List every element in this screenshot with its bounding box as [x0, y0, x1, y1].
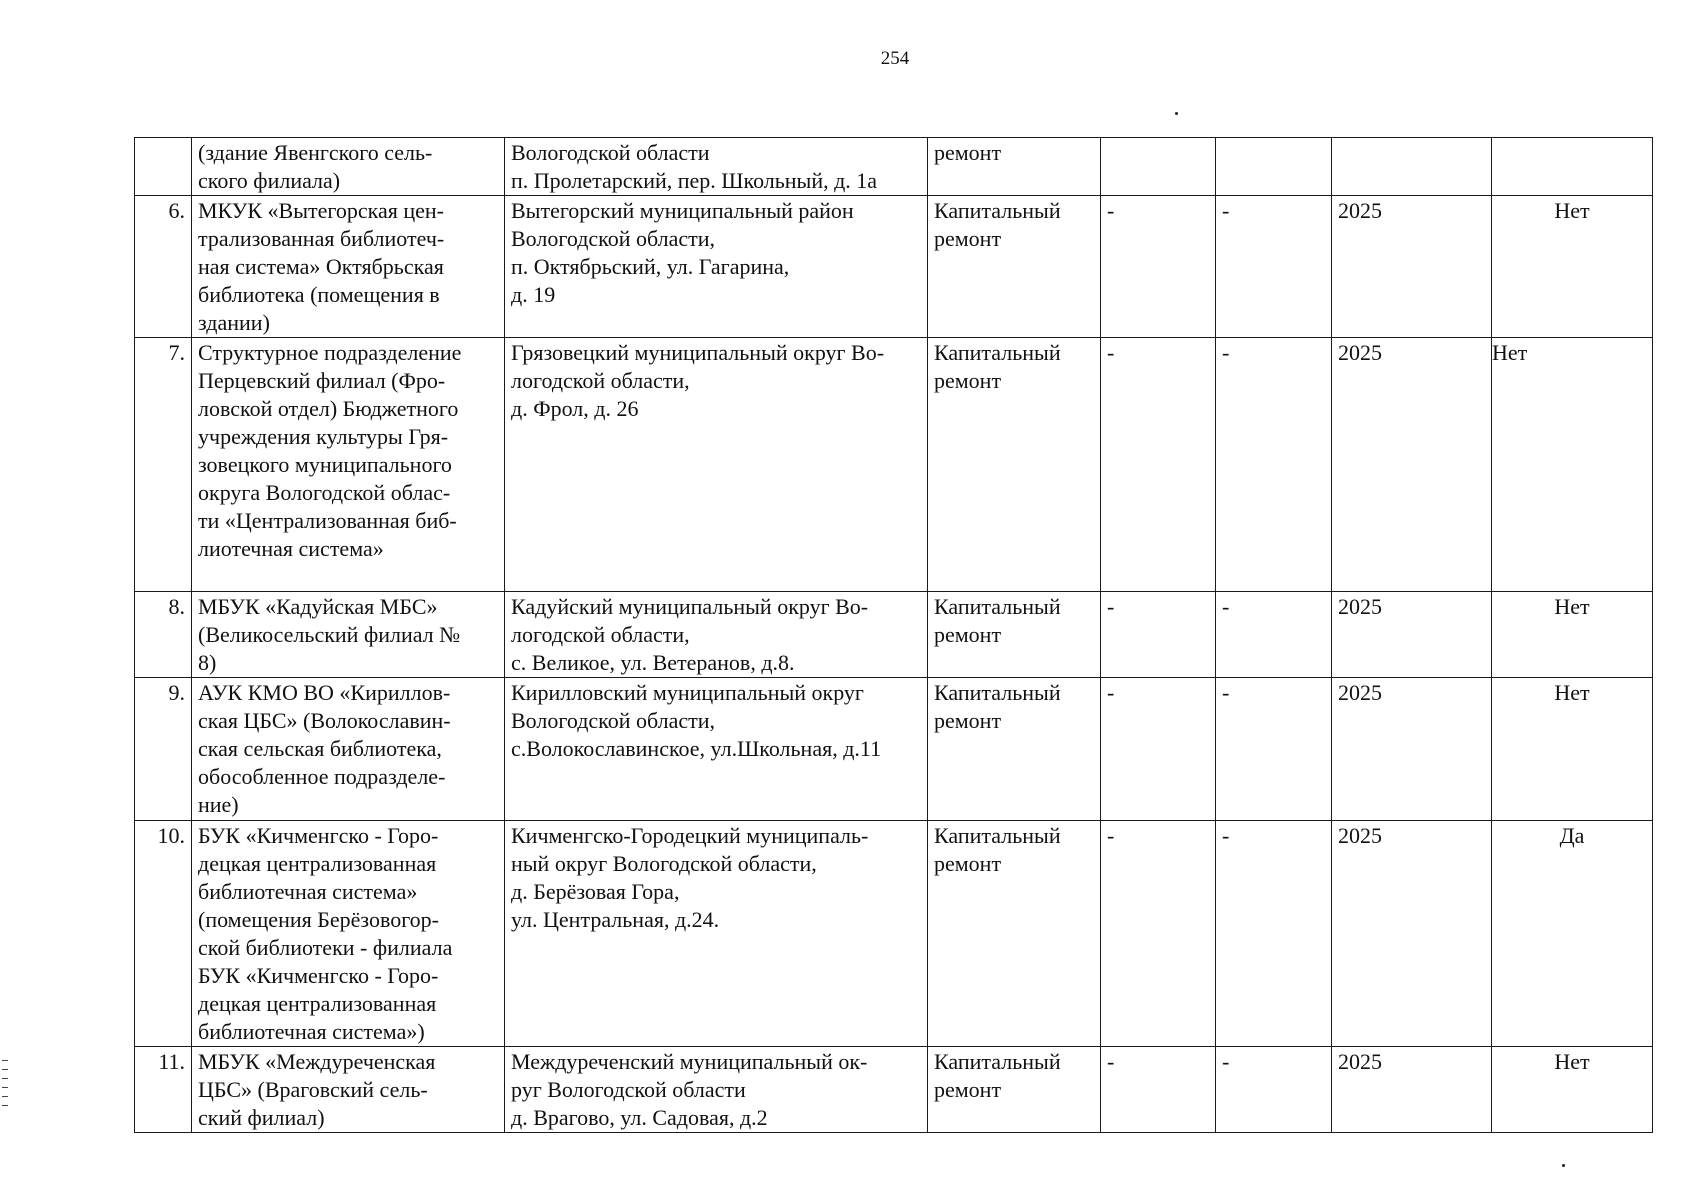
cell-flag: Нет — [1492, 592, 1653, 678]
work-type — [928, 1047, 1101, 1133]
object-name — [192, 1047, 505, 1133]
cell-flag: Нет — [1492, 678, 1653, 821]
work-type — [928, 196, 1101, 338]
objects-table — [134, 137, 1653, 1133]
object-address — [505, 592, 928, 678]
table-row — [135, 138, 1653, 196]
text-line: с.Волокославинское, ул.Школьная, д.11 — [511, 736, 882, 761]
text-line: децкая централизованная — [198, 991, 437, 1016]
text-line: ремонт — [934, 708, 1002, 733]
text-line: Структурное подразделение — [198, 340, 462, 365]
text-line: округа Вологодской облас- — [198, 480, 451, 505]
text-line: Вологодской области, — [511, 226, 716, 251]
text-line: здании) — [198, 310, 270, 335]
object-address — [505, 678, 928, 821]
text-line: зовецкого муниципального — [198, 452, 452, 477]
text-line: Капитальный — [934, 198, 1061, 223]
page-number: 254 — [880, 48, 910, 69]
text-line: ный округ Вологодской области, — [511, 851, 817, 876]
object-address — [505, 138, 928, 196]
cell-flag — [1492, 138, 1653, 196]
cell-col5: - — [1216, 196, 1332, 338]
cell-col5: - — [1216, 821, 1332, 1047]
text-line: БУК «Кичменгско - Горо- — [198, 823, 439, 848]
text-line: 8) — [198, 650, 217, 675]
object-name — [192, 592, 505, 678]
table-row — [135, 196, 1653, 338]
cell-col4 — [1101, 138, 1216, 196]
margin-marks — [2, 1060, 8, 1114]
text-line: лиотечная система» — [198, 536, 384, 561]
work-type — [928, 138, 1101, 196]
text-line: ского филиала) — [198, 168, 341, 193]
cell-col4: - — [1101, 338, 1216, 592]
work-type — [928, 821, 1101, 1047]
text-line: Вологодской области, — [511, 708, 716, 733]
cell-year: 2025 — [1332, 678, 1492, 821]
cell-flag: Да — [1492, 821, 1653, 1047]
text-line: ремонт — [934, 851, 1002, 876]
text-line: библиотечная система») — [198, 1019, 425, 1044]
text-line: Кирилловский муниципальный округ — [511, 680, 864, 705]
row-number: 6. — [135, 196, 192, 338]
cell-col5: - — [1216, 592, 1332, 678]
cell-col5 — [1216, 138, 1332, 196]
text-line: ремонт — [934, 622, 1002, 647]
text-line: ЦБС» (Враговский сель- — [198, 1077, 428, 1102]
text-line: Вытегорский муниципальный район — [511, 198, 854, 223]
row-number: 10. — [135, 821, 192, 1047]
text-line: учреждения культуры Гря- — [198, 424, 449, 449]
cell-year: 2025 — [1332, 196, 1492, 338]
row-number: 9. — [135, 678, 192, 821]
text-line: МБУК «Кадуйская МБС» — [198, 594, 438, 619]
text-line: Капитальный — [934, 680, 1061, 705]
text-line: Перцевский филиал (Фро- — [198, 368, 446, 393]
cell-year — [1332, 138, 1492, 196]
text-line: Междуреченский муниципальный ок- — [511, 1049, 868, 1074]
text-line: ная система» Октябрьская — [198, 254, 444, 279]
row-number: 7. — [135, 338, 192, 592]
text-line: Грязовецкий муниципальный округ Во- — [511, 340, 885, 365]
text-line: Капитальный — [934, 823, 1061, 848]
object-address — [505, 196, 928, 338]
text-line: п. Пролетарский, пер. Школьный, д. 1а — [511, 168, 878, 193]
text-line: д. Берёзовая Гора, — [511, 879, 680, 904]
cell-col4: - — [1101, 592, 1216, 678]
text-line: библиотека (помещения в — [198, 282, 440, 307]
text-line: БУК «Кичменгско - Горо- — [198, 963, 439, 988]
text-line: библиотечная система» — [198, 879, 418, 904]
text-line: (здание Явенгского сель- — [198, 140, 433, 165]
object-name — [192, 196, 505, 338]
cell-col4: - — [1101, 678, 1216, 821]
cell-year: 2025 — [1332, 592, 1492, 678]
text-line: ул. Центральная, д.24. — [511, 907, 720, 932]
text-line: ский филиал) — [198, 1105, 325, 1130]
text-line: п. Октябрьский, ул. Гагарина, — [511, 254, 790, 279]
work-type — [928, 678, 1101, 821]
cell-year: 2025 — [1332, 1047, 1492, 1133]
text-line: (помещения Берёзовогор- — [198, 907, 440, 932]
text-line: ремонт — [934, 1077, 1002, 1102]
text-line: Капитальный — [934, 594, 1061, 619]
text-line: ти «Централизованная биб- — [198, 508, 457, 533]
text-line: АУК КМО ВО «Кириллов- — [198, 680, 451, 705]
cell-flag: Нет — [1492, 196, 1653, 338]
text-line: руг Вологодской области — [511, 1077, 746, 1102]
scan-dot — [1175, 112, 1178, 115]
cell-flag: Нет — [1492, 338, 1653, 592]
cell-year: 2025 — [1332, 821, 1492, 1047]
table-row — [135, 821, 1653, 1047]
text-line: ремонт — [934, 140, 1002, 165]
text-line: ской библиотеки - филиала — [198, 935, 453, 960]
cell-col5: - — [1216, 338, 1332, 592]
text-line: Кичменгско-Городецкий муниципаль- — [511, 823, 869, 848]
object-address — [505, 821, 928, 1047]
table-row — [135, 338, 1653, 592]
text-line: Кадуйский муниципальный округ Во- — [511, 594, 869, 619]
cell-flag: Нет — [1492, 1047, 1653, 1133]
object-name — [192, 678, 505, 821]
scan-dot — [1562, 1164, 1565, 1167]
cell-year: 2025 — [1332, 338, 1492, 592]
text-line: с. Великое, ул. Ветеранов, д.8. — [511, 650, 795, 675]
text-line: ремонт — [934, 226, 1002, 251]
text-line: ловской отдел) Бюджетного — [198, 396, 459, 421]
text-line: МКУК «Вытегорская цен- — [198, 198, 444, 223]
cell-col4: - — [1101, 821, 1216, 1047]
row-number: 8. — [135, 592, 192, 678]
object-name — [192, 821, 505, 1047]
text-line: (Великосельский филиал № — [198, 622, 461, 647]
object-address — [505, 1047, 928, 1133]
text-line: ская сельская библиотека, — [198, 736, 442, 761]
work-type — [928, 592, 1101, 678]
row-number — [135, 138, 192, 196]
text-line: логодской области, — [511, 368, 690, 393]
text-line: д. Фрол, д. 26 — [511, 396, 639, 421]
table-row — [135, 1047, 1653, 1133]
text-line: д. 19 — [511, 282, 556, 307]
cell-col4: - — [1101, 196, 1216, 338]
table-row — [135, 592, 1653, 678]
cell-col4: - — [1101, 1047, 1216, 1133]
text-line: Капитальный — [934, 1049, 1061, 1074]
text-line: ская ЦБС» (Волокославин- — [198, 708, 451, 733]
text-line: ние) — [198, 792, 239, 817]
work-type — [928, 338, 1101, 592]
text-line: Капитальный — [934, 340, 1061, 365]
text-line: д. Врагово, ул. Садовая, д.2 — [511, 1105, 768, 1130]
table-row — [135, 678, 1653, 821]
text-line: децкая централизованная — [198, 851, 437, 876]
text-line: Вологодской области — [511, 140, 710, 165]
text-line: ремонт — [934, 368, 1002, 393]
cell-col5: - — [1216, 1047, 1332, 1133]
row-number: 11. — [135, 1047, 192, 1133]
text-line: трализованная библиотеч- — [198, 226, 445, 251]
cell-col5: - — [1216, 678, 1332, 821]
text-line: логодской области, — [511, 622, 690, 647]
text-line: обособленное подразделе- — [198, 764, 446, 789]
object-name — [192, 138, 505, 196]
text-line: МБУК «Междуреченская — [198, 1049, 436, 1074]
object-address — [505, 338, 928, 592]
object-name — [192, 338, 505, 592]
